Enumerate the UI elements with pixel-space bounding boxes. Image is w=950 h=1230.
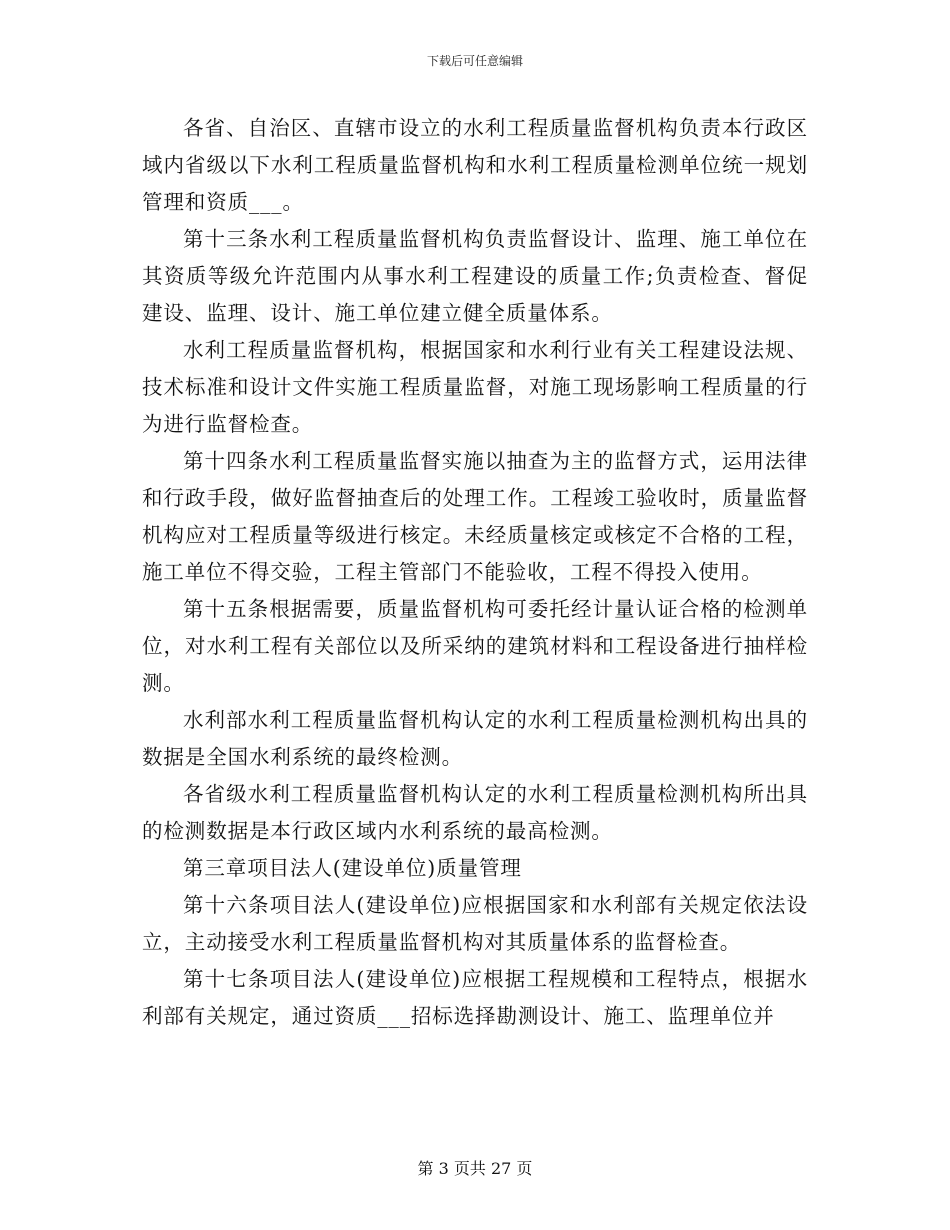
paragraph: 第十四条水利工程质量监督实施以抽查为主的监督方式，运用法律和行政手段，做好监督抽查后的处理工作。工程竣工验收时，质量监督机构应对工程质量等级进行核定。未经质量核定或核定不合格的工程，施工单位不得交验，工程主管部门不能验收，工程不得投入使用。 (142, 449, 808, 584)
paragraph: 各省级水利工程质量监督机构认定的水利工程质量检测机构所出具的检测数据是本行政区域内水利系统的最高检测。 (142, 782, 808, 843)
chapter-heading: 第三章项目法人(建设单位)质量管理 (183, 856, 522, 880)
paragraph: 第十五条根据需要，质量监督机构可委托经计量认证合格的检测单位，对水利工程有关部位以及所采纳的建筑材料和工程设备进行抽样检测。 (142, 597, 808, 695)
page-header: 下载后可任意编辑 (426, 54, 523, 68)
document-body (142, 110, 808, 1035)
page-number-footer: 第 3 页共 27 页 (417, 1159, 533, 1178)
paragraph: 第十六条项目法人(建设单位)应根据国家和水利部有关规定依法设立，主动接受水利工程质量监督机构对其质量体系的监督检查。 (142, 893, 808, 954)
paragraph: 第十七条项目法人(建设单位)应根据工程规模和工程特点，根据水利部有关规定，通过资质___招标选择勘测设计、施工、监理单位并 (142, 967, 808, 1028)
paragraph: 各省、自治区、直辖市设立的水利工程质量监督机构负责本行政区域内省级以下水利工程质量监督机构和水利工程质量检测单位统一规划管理和资质___。 (142, 116, 808, 214)
paragraph: 水利部水利工程质量监督机构认定的水利工程质量检测机构出具的数据是全国水利系统的最终检测。 (142, 708, 808, 769)
paragraph: 水利工程质量监督机构，根据国家和水利行业有关工程建设法规、技术标准和设计文件实施工程质量监督，对施工现场影响工程质量的行为进行监督检查。 (142, 338, 808, 436)
paragraph: 第十三条水利工程质量监督机构负责监督设计、监理、施工单位在其资质等级允许范围内从事水利工程建设的质量工作;负责检查、督促建设、监理、设计、施工单位建立健全质量体系。 (142, 227, 808, 325)
